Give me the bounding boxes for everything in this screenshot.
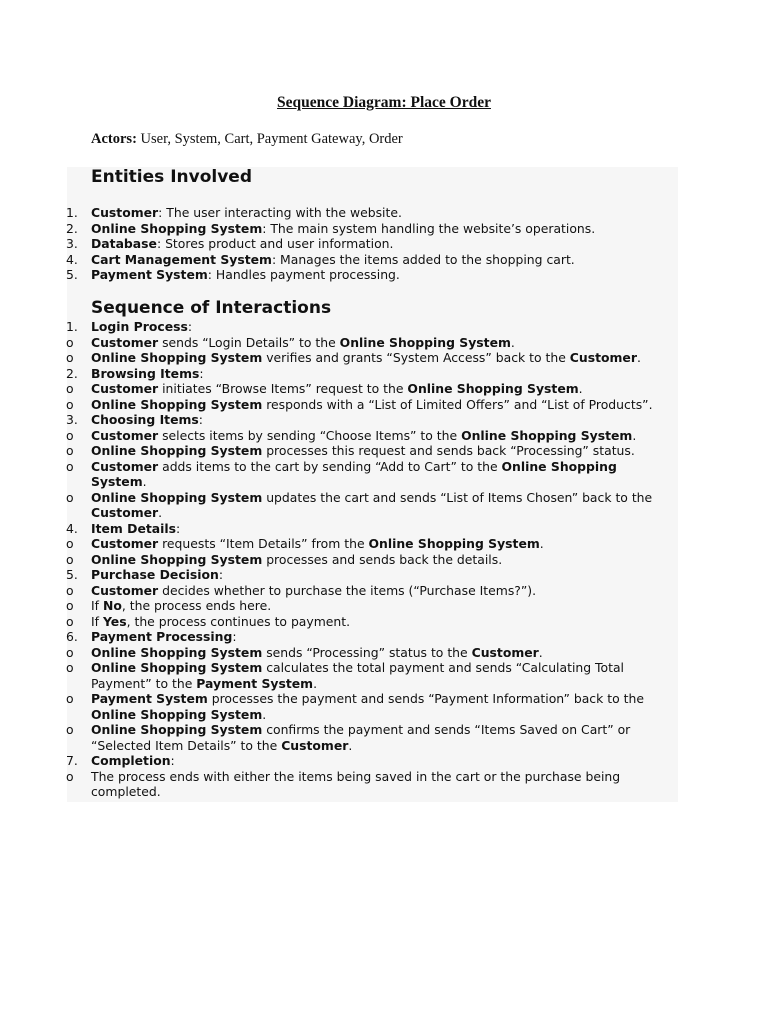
bold-term: Item Details — [91, 520, 177, 536]
bold-term: Customer — [91, 427, 159, 443]
list-item — [0, 722, 768, 753]
text-run: . — [262, 706, 267, 722]
bold-term: Customer — [569, 350, 637, 365]
text-run: requests “Item Details” from the — [158, 536, 369, 551]
list-item — [0, 221, 768, 237]
list-item — [0, 521, 768, 537]
list-item-text — [91, 252, 671, 268]
bold-term: Online Shopping System — [339, 334, 511, 350]
text-run: calculates the total payment and sends “Calculating Total Payment” to the — [91, 660, 624, 691]
list-marker: 5. — [66, 267, 78, 282]
bold-term: Online Shopping System — [91, 443, 263, 458]
list-item — [0, 428, 768, 444]
text-run: : Handles payment processing. — [207, 267, 400, 282]
bold-term: Customer — [471, 644, 539, 660]
text-run: . — [578, 381, 583, 396]
list-item — [0, 567, 768, 583]
bold-term: Completion — [91, 753, 171, 768]
list-marker: 7. — [66, 753, 78, 768]
bold-term: Customer — [91, 381, 159, 396]
list-item-text — [91, 583, 671, 599]
text-run: updates the cart and sends “List of Items Chosen” back to the — [262, 489, 653, 505]
sequence-list — [0, 319, 768, 800]
text-run: : — [199, 365, 204, 381]
bold-term: Customer — [281, 737, 349, 753]
text-run: : Manages the items added to the shopping cart. — [271, 251, 575, 267]
list-marker: 2. — [66, 220, 78, 236]
list-marker: o — [66, 691, 74, 706]
list-item-text — [91, 428, 671, 444]
list-item — [0, 350, 768, 366]
list-item — [0, 490, 768, 521]
list-item-text — [91, 567, 671, 583]
list-marker: o — [66, 768, 74, 784]
text-run: : — [170, 753, 175, 768]
list-item — [0, 769, 768, 800]
bold-term: Login Process — [91, 319, 188, 334]
actors-value: User, System, Cart, Payment Gateway, Order — [136, 131, 403, 147]
list-item-text — [91, 691, 671, 722]
list-marker: o — [66, 489, 74, 505]
list-item-text — [91, 397, 671, 413]
text-run: . — [632, 427, 637, 443]
list-item — [0, 614, 768, 630]
text-run: : The user interacting with the website. — [158, 205, 402, 220]
bold-term: Purchase Decision — [91, 567, 219, 582]
list-item — [0, 753, 768, 769]
entities-list — [0, 205, 768, 283]
list-item — [0, 252, 768, 268]
list-item-text — [91, 221, 671, 237]
list-marker: 6. — [66, 629, 78, 644]
text-run: . — [158, 505, 163, 520]
text-run: If — [91, 613, 103, 629]
text-run: verifies and grants “System Access” back to the — [262, 350, 570, 365]
text-run: . — [539, 536, 544, 551]
list-marker: o — [66, 443, 74, 458]
text-run: : — [198, 412, 203, 427]
list-item — [0, 660, 768, 691]
list-marker: o — [66, 644, 74, 660]
list-item-text — [91, 552, 671, 568]
bold-term: Online Shopping System — [91, 660, 263, 675]
text-run: responds with a “List of Limited Offers” and “List of Products”. — [262, 396, 653, 412]
bold-term: Online Shopping System — [91, 722, 263, 737]
list-item — [0, 598, 768, 614]
bold-term: Online Shopping System — [91, 644, 263, 660]
list-marker: o — [66, 334, 74, 350]
list-item-text — [91, 267, 671, 283]
sequence-heading: Sequence of Interactions — [91, 298, 332, 318]
list-item — [0, 397, 768, 413]
text-run: . — [510, 334, 515, 350]
bold-term: Online Shopping System — [91, 551, 263, 567]
text-run: confirms the payment and sends “Items Saved on Cart” or “Selected Item Details” to the — [91, 722, 631, 753]
list-item — [0, 412, 768, 428]
text-run: . — [636, 350, 641, 365]
text-run: : The main system handling the website’s operations. — [262, 220, 596, 236]
list-item-text — [91, 753, 671, 769]
list-item — [0, 443, 768, 459]
bold-term: Online Shopping System — [461, 427, 633, 443]
bold-term: Choosing Items — [91, 412, 199, 427]
list-marker: 4. — [66, 520, 78, 536]
text-run: sends “Login Details” to the — [158, 334, 340, 350]
list-marker: o — [66, 722, 74, 737]
text-run: . — [538, 644, 543, 660]
entities-heading: Entities Involved — [91, 167, 252, 187]
list-marker: o — [66, 660, 74, 675]
list-item — [0, 267, 768, 283]
list-marker: o — [66, 582, 74, 598]
bold-term: Payment System — [196, 675, 314, 691]
text-run: : — [176, 520, 181, 536]
list-item-text — [91, 381, 671, 397]
text-run: processes this request and sends back “Processing” status. — [262, 443, 635, 458]
list-marker: o — [66, 613, 74, 629]
list-item — [0, 236, 768, 252]
list-item-text — [91, 319, 671, 335]
text-run: If — [91, 598, 103, 613]
bold-term: Customer — [91, 334, 159, 350]
list-item-text — [91, 598, 671, 614]
text-run: decides whether to purchase the items (“Purchase Items?”). — [158, 582, 537, 598]
list-marker: o — [66, 350, 74, 365]
list-item — [0, 629, 768, 645]
bold-term: Online Shopping System — [91, 396, 263, 412]
bold-term: Yes — [102, 613, 127, 629]
text-run: : — [232, 629, 237, 644]
list-marker: 1. — [66, 205, 78, 220]
bold-term: Payment System — [91, 691, 208, 706]
document-title: Sequence Diagram: Place Order — [277, 94, 491, 111]
list-marker: 1. — [66, 319, 78, 334]
bold-term: Customer — [91, 536, 159, 551]
text-run: . — [142, 474, 147, 489]
bold-term: Online Shopping System — [407, 381, 579, 396]
text-run: selects items by sending “Choose Items” to the — [158, 427, 462, 443]
list-item-text — [91, 629, 671, 645]
list-item — [0, 691, 768, 722]
text-run: . — [348, 737, 353, 753]
list-item — [0, 459, 768, 490]
list-item — [0, 645, 768, 661]
bold-term: Online Shopping System — [91, 489, 263, 505]
list-item-text — [91, 722, 671, 753]
list-marker: o — [66, 427, 74, 443]
list-marker: 3. — [66, 236, 78, 251]
text-run: : — [218, 567, 224, 582]
bold-term: Cart Management System — [91, 251, 272, 267]
list-item-text — [91, 614, 671, 630]
actors-label: Actors: — [91, 131, 137, 147]
list-item-text — [91, 443, 671, 459]
list-item — [0, 552, 768, 568]
list-marker: o — [66, 381, 74, 396]
text-run: , the process continues to payment. — [126, 613, 351, 629]
list-item — [0, 319, 768, 335]
list-item-text — [91, 412, 671, 428]
text-run: sends “Processing” status to the — [262, 644, 472, 660]
list-marker: o — [66, 598, 74, 613]
list-item — [0, 366, 768, 382]
actors-line — [91, 131, 403, 148]
text-run: : Stores product and user information. — [156, 236, 394, 251]
text-run: processes and sends back the details. — [262, 551, 503, 567]
bold-term: Customer — [91, 505, 159, 520]
list-item — [0, 536, 768, 552]
bold-term: Online Shopping System — [368, 536, 540, 551]
list-marker: 4. — [66, 251, 78, 267]
list-item-text — [91, 236, 671, 252]
list-marker: 5. — [66, 567, 78, 582]
list-item-text — [91, 366, 671, 382]
list-marker: o — [66, 551, 74, 567]
bold-term: No — [102, 598, 122, 613]
text-run: : — [187, 319, 193, 334]
list-item-text — [91, 769, 671, 800]
text-run: . — [313, 675, 318, 691]
text-run: The process ends with either the items being saved in the cart or the purchase being completed. — [91, 768, 621, 799]
text-run: adds items to the cart by sending “Add to Cart” to the — [158, 458, 502, 474]
bold-term: Database — [91, 236, 157, 251]
list-item-text — [91, 205, 671, 221]
bold-term: Customer — [91, 582, 159, 598]
list-item-text — [91, 521, 671, 537]
list-item-text — [91, 645, 671, 661]
list-item-text — [91, 459, 671, 490]
list-item-text — [91, 660, 671, 691]
list-marker: 2. — [66, 365, 78, 381]
bold-term: Online Shopping System — [91, 220, 263, 236]
list-marker: o — [66, 458, 74, 474]
list-item-text — [91, 490, 671, 521]
list-item — [0, 335, 768, 351]
bold-term: Online Shopping System — [91, 706, 263, 722]
list-item-text — [91, 335, 671, 351]
bold-term: Payment System — [91, 267, 208, 282]
bold-term: Online Shopping System — [91, 350, 263, 365]
bold-term: Payment Processing — [91, 629, 233, 644]
list-marker: o — [66, 396, 74, 412]
bold-term: Browsing Items — [91, 365, 200, 381]
list-marker: o — [66, 536, 74, 551]
list-item — [0, 205, 768, 221]
list-item-text — [91, 536, 671, 552]
list-item — [0, 583, 768, 599]
list-marker: 3. — [66, 412, 78, 427]
bold-term: Customer — [91, 205, 159, 220]
text-run: initiates “Browse Items” request to the — [158, 381, 408, 396]
text-run: processes the payment and sends “Payment Information” back to the — [207, 691, 644, 706]
text-run: , the process ends here. — [121, 598, 272, 613]
list-item — [0, 381, 768, 397]
bold-term: Customer — [91, 458, 159, 474]
list-item-text — [91, 350, 671, 366]
bold-term: Online Shopping System — [91, 458, 617, 489]
